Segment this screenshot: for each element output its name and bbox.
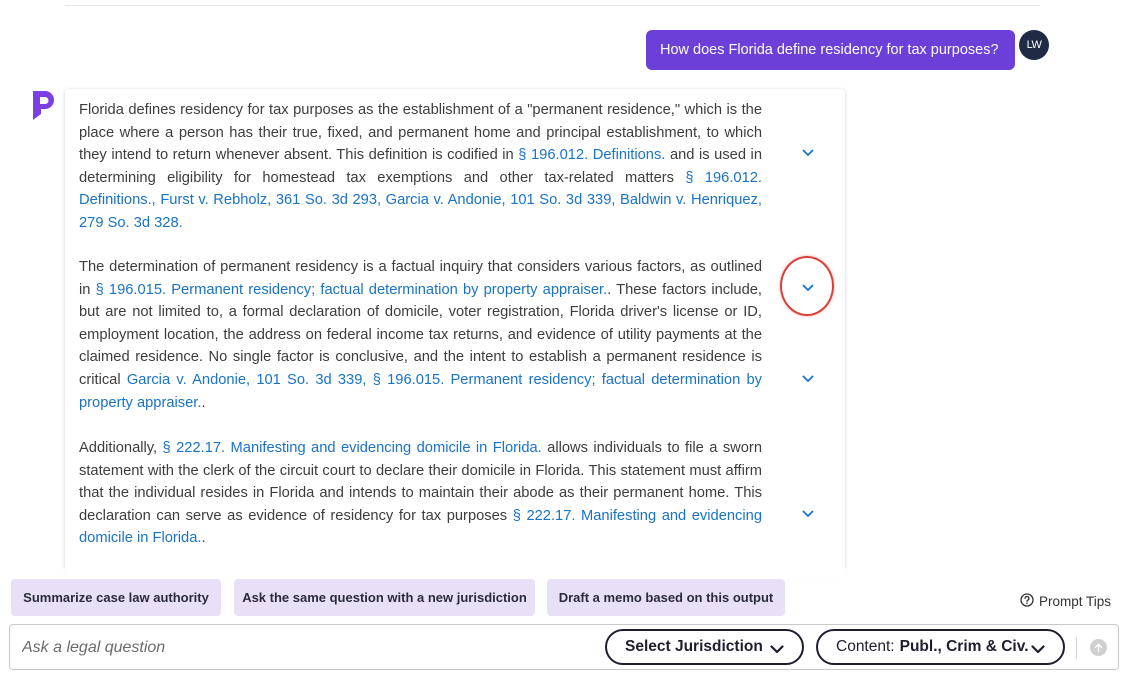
answer-paragraph-2: [79, 256, 762, 414]
user-message-bubble: [646, 30, 1015, 70]
expand-citations-chevron-icon[interactable]: [798, 504, 818, 524]
content-filter-dropdown[interactable]: [816, 629, 1065, 665]
input-divider: [1076, 637, 1077, 659]
question-input[interactable]: [22, 635, 582, 661]
paragraph-text: The determination of permanent residency is a factual inquiry that considers various factors, as outlined in: [79, 259, 762, 298]
paragraph-text: allows individuals to file a sworn statement with the clerk of the circuit court to declare their domicile in Florida. This statement must affirm that the individual resides in Florida and intends to maintain their abode as their permanent home. This declaration can serve as evidence of residency for tax purposes: [79, 440, 762, 524]
p-logo-icon: [30, 89, 56, 121]
highlight-circle-annotation: [780, 256, 834, 316]
citation-link[interactable]: § 222.17. Manifesting and evidencing domicile in Florida.: [162, 440, 542, 456]
paragraph-text: and is used in determining eligibility for homestead tax exemptions and other tax-related matters: [79, 147, 762, 186]
suggestion-chip-draft-memo[interactable]: Draft a memo based on this output: [547, 579, 785, 616]
question-input-bar: [9, 624, 1119, 670]
user-avatar: LW: [1019, 30, 1049, 60]
content-label: Content:: [836, 638, 895, 655]
chevron-down-icon: [770, 641, 784, 659]
answer-card: [65, 89, 845, 579]
send-button[interactable]: [1090, 639, 1107, 656]
select-jurisdiction-dropdown[interactable]: [605, 629, 804, 665]
paragraph-text: .: [201, 394, 206, 411]
answer-paragraph-1: [79, 99, 762, 235]
jurisdiction-label: Select Jurisdiction: [625, 638, 763, 655]
paragraph-text: .: [201, 530, 206, 547]
prompt-tips-link[interactable]: [1020, 591, 1111, 611]
paragraph-text: Additionally,: [79, 440, 163, 456]
citation-link[interactable]: Garcia v. Andonie, 101 So. 3d 339, § 196.015. Permanent residency; factual determination by property appraiser.: [79, 371, 762, 411]
chevron-down-icon: [1031, 641, 1045, 659]
prompt-tips-label: Prompt Tips: [1039, 593, 1112, 609]
arrow-up-icon: [1094, 639, 1103, 657]
citation-link[interactable]: § 222.17. Manifesting and evidencing domicile in Florida.: [79, 507, 762, 547]
content-value: Publ., Crim & Civ.: [899, 638, 1029, 655]
citation-link[interactable]: § 196.015. Permanent residency; factual determination by property appraiser.: [95, 281, 608, 298]
top-divider: [65, 5, 1040, 6]
expand-citations-chevron-icon[interactable]: [798, 369, 818, 389]
citation-link[interactable]: § 196.012. Definitions.: [518, 147, 666, 164]
user-message-text: How does Florida define residency for tax purposes?: [660, 42, 999, 58]
expand-citations-chevron-icon[interactable]: [798, 143, 818, 163]
suggestion-chip-summarize[interactable]: Summarize case law authority: [11, 579, 221, 616]
answer-paragraph-3: [79, 437, 762, 550]
citation-link[interactable]: § 196.012. Definitions., Furst v. Rebholz, 361 So. 3d 293, Garcia v. Andonie, 101 So. 3d 339, Baldwin v. Henriquez, 279 So. 3d 328.: [79, 169, 763, 231]
paragraph-text: . These factors include, but are not limited to, a formal declaration of domicile, voter registration, Florida driver's license or ID, employment location, the address on federal income tax returns, and evidence of utility payments at the claimed residence. No single factor is conclusive, and the intent to establish a permanent residence is critical: [79, 281, 762, 388]
suggestion-chip-new-jurisdiction[interactable]: Ask the same question with a new jurisdiction: [234, 579, 535, 616]
help-circle-icon: [1020, 593, 1034, 610]
paragraph-text: Florida defines residency for tax purposes as the establishment of a "permanent residence," which is the place where a person has their true, fixed, and permanent home and principal establishment, to which they intend to return whenever absent. This definition is codified in: [79, 102, 762, 164]
